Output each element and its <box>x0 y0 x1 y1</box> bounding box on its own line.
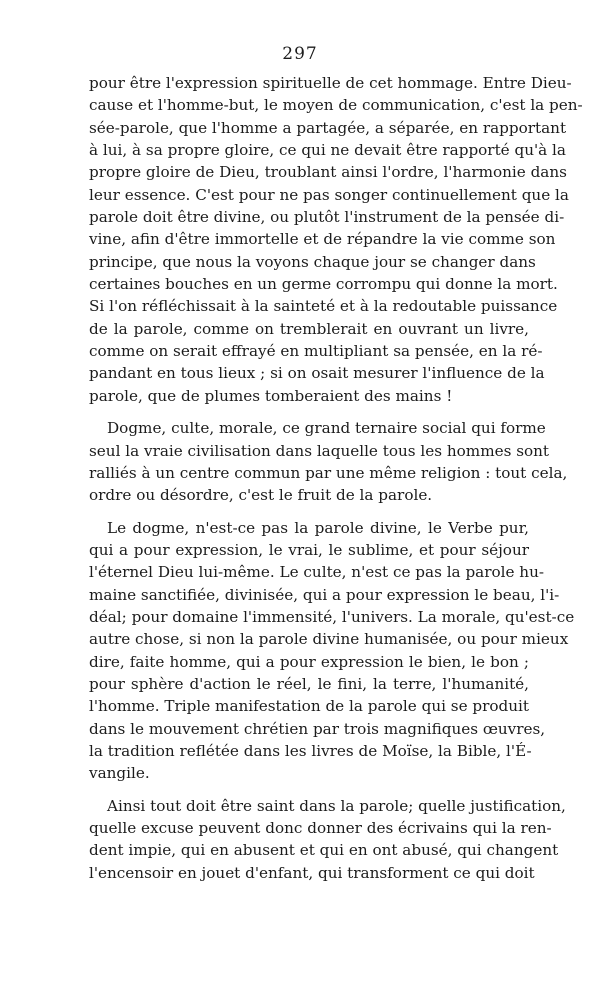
text-line: dent impie, qui en abusent et qui en ont abusé, qui changent <box>89 841 559 860</box>
text-line: sée-parole, que l'homme a partagée, a séparée, en rapportant <box>89 118 567 137</box>
text-line: parole doit être divine, ou plutôt l'instrument de la pensée di- <box>89 208 565 227</box>
text-line: principe, que nous la voyons chaque jour se changer dans <box>89 252 536 271</box>
text-line-first: Dogme, culte, morale, ce grand ternaire social qui forme <box>107 419 546 438</box>
text-line-last: ordre ou désordre, c'est le fruit de la parole. <box>89 486 433 505</box>
text-line: l'éternel Dieu lui-même. Le culte, n'est ce pas la parole hu- <box>89 563 544 582</box>
page-number: 297 <box>282 44 318 64</box>
text-line: autre chose, si non la parole divine humanisée, ou pour mieux <box>89 630 569 649</box>
text-line: l'encensoir en jouet d'enfant, qui transforment ce qui doit <box>89 863 535 882</box>
text-line: seul la vraie civilisation dans laquelle tous les hommes sont <box>89 441 550 460</box>
paragraph-4 <box>89 795 566 884</box>
paragraph-gap <box>89 507 529 517</box>
text-line: comme on serait effrayé en multipliant sa pensée, en la ré- <box>89 342 543 361</box>
text-line: leur essence. C'est pour ne pas songer continuellement que la <box>89 185 569 204</box>
text-line: qui a pour expression, le vrai, le sublime, et pour séjour <box>89 540 529 559</box>
text-line: vine, afin d'être immortelle et de répandre la vie comme son <box>89 230 556 249</box>
paragraph-1 <box>89 72 583 407</box>
text-line: ralliés à un centre commun par une même religion : tout cela, <box>89 463 568 482</box>
text-line: pandant en tous lieux ; si on osait mesurer l'influence de la <box>89 364 545 383</box>
text-line: cause et l'homme-but, le moyen de communication, c'est la pen- <box>89 96 583 115</box>
paragraph-2 <box>89 417 568 506</box>
text-line-first: Le dogme, n'est-ce pas la parole divine, le Verbe pur, <box>107 518 529 537</box>
text-line: déal; pour domaine l'immensité, l'univers. La morale, qu'est-ce <box>89 607 575 626</box>
text-line-last: parole, que de plumes tomberaient des mains ! <box>89 386 453 405</box>
text-line-first: Ainsi tout doit être saint dans la parole; quelle justification, <box>107 796 566 815</box>
text-line: dire, faite homme, qui a pour expression le bien, le bon ; <box>89 652 529 671</box>
text-line: propre gloire de Dieu, troublant ainsi l'ordre, l'harmonie dans <box>89 163 567 182</box>
paragraph-gap <box>89 785 529 795</box>
text-line: pour être l'expression spirituelle de cet hommage. Entre Dieu- <box>89 74 572 92</box>
text-line: la tradition reflétée dans les livres de Moïse, la Bible, l'É- <box>89 741 532 760</box>
paragraph-gap <box>89 407 529 417</box>
paragraph-3 <box>89 517 575 785</box>
text-line-last: vangile. <box>89 764 150 783</box>
body-text <box>89 72 583 884</box>
text-line: l'homme. Triple manifestation de la parole qui se produit <box>89 697 529 716</box>
text-line: Si l'on réfléchissait à la sainteté et à la redoutable puissance <box>89 297 558 316</box>
text-line: maine sanctifiée, divinisée, qui a pour expression le beau, l'i- <box>89 585 560 604</box>
text-line: certaines bouches en un germe corrompu qui donne la mort. <box>89 275 558 294</box>
text-line: dans le mouvement chrétien par trois magnifiques œuvres, <box>89 719 546 738</box>
text-line: quelle excuse peuvent donc donner des écrivains qui la ren- <box>89 819 552 837</box>
text-line: de la parole, comme on tremblerait en ouvrant un livre, <box>89 319 529 338</box>
text-line: pour sphère d'action le réel, le fini, la terre, l'humanité, <box>89 674 529 693</box>
text-line: à lui, à sa propre gloire, ce qui ne devait être rapporté qu'à la <box>89 141 566 160</box>
